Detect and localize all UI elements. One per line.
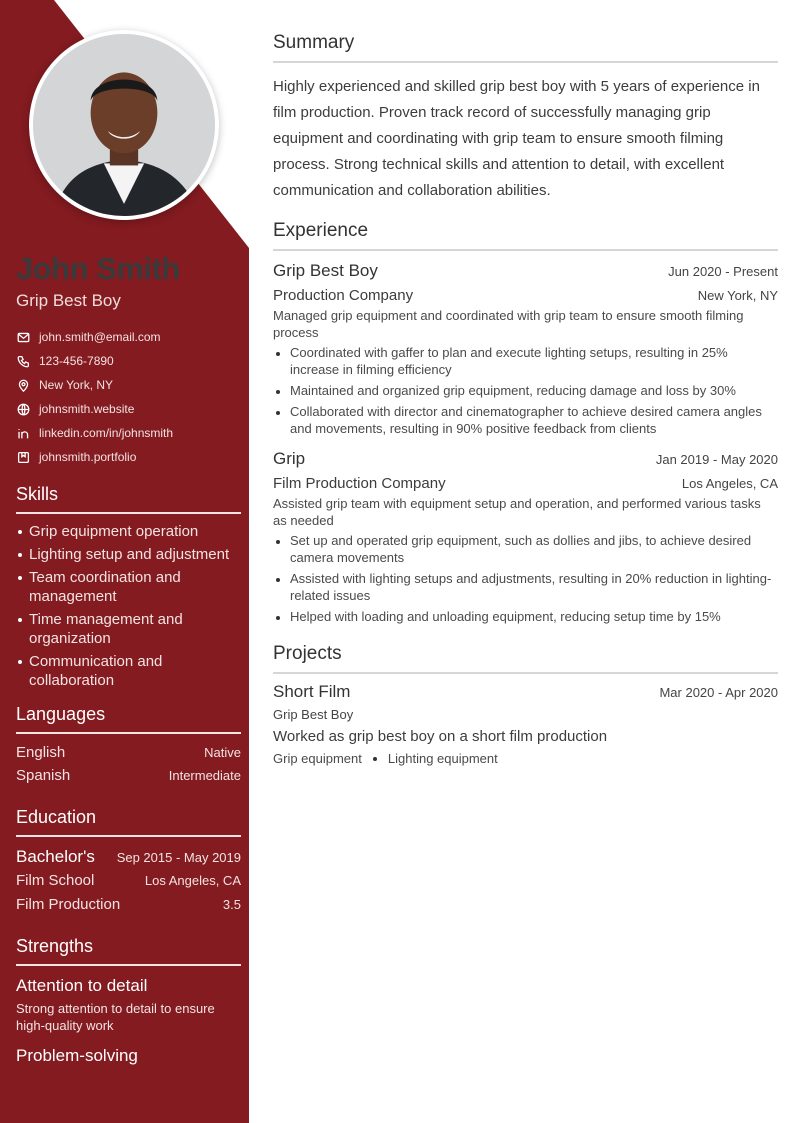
education-field-row: [16, 893, 241, 917]
job-bullet: Helped with loading and unloading equipment, reducing setup time by 15%: [273, 608, 778, 625]
experience-section: [273, 218, 778, 625]
job-entry: [273, 261, 778, 437]
phone-icon: [16, 354, 31, 369]
job-bullet: Set up and operated grip equipment, such as dollies and jibs, to achieve desired camera movements: [273, 532, 778, 566]
main-content: [273, 30, 778, 770]
project-tags: [273, 748, 778, 770]
language-name: Spanish: [16, 767, 71, 784]
experience-heading: Experience: [273, 218, 778, 251]
portfolio-icon: [16, 450, 31, 465]
education-school-row: [16, 869, 241, 893]
language-row: [16, 741, 241, 764]
job-title: Grip Best Boy: [273, 261, 378, 280]
contact-email-text: john.smith@email.com: [39, 330, 161, 344]
contact-location-text: New York, NY: [39, 378, 114, 392]
skills-section: [16, 482, 241, 690]
contact-email[interactable]: [16, 325, 241, 349]
education-gpa: 3.5: [222, 897, 241, 912]
summary-section: [273, 30, 778, 204]
strength-title: Attention to detail: [16, 976, 148, 995]
candidate-title: Grip Best Boy: [16, 291, 121, 310]
skill-item: Communication and collaboration: [16, 652, 241, 690]
contact-portfolio-text: johnsmith.portfolio: [39, 450, 137, 464]
skill-item: Lighting setup and adjustment: [16, 545, 241, 564]
contact-phone[interactable]: [16, 349, 241, 373]
language-level: Intermediate: [168, 768, 241, 783]
strength-desc: Strong attention to detail to ensure high-quality work: [16, 1001, 215, 1033]
skills-list: [16, 522, 241, 690]
language-name: English: [16, 744, 66, 761]
job-bullet: Coordinated with gaffer to plan and execute lighting setups, resulting in 25% increase in filming efficiency: [273, 344, 778, 378]
job-location: Los Angeles, CA: [681, 475, 778, 491]
education-field: Film Production: [16, 896, 121, 913]
profile-photo: [33, 34, 215, 216]
project-role: Grip Best Boy: [273, 707, 354, 722]
languages-heading: Languages: [16, 702, 241, 734]
education-heading: Education: [16, 805, 241, 837]
job-company: Film Production Company: [273, 474, 446, 492]
job-company: Production Company: [273, 286, 414, 304]
skill-item: Team coordination and management: [16, 568, 241, 606]
contact-list: [16, 325, 241, 469]
job-dates: Jun 2020 - Present: [668, 264, 778, 279]
education-dates: Sep 2015 - May 2019: [116, 850, 241, 865]
job-bullet: Collaborated with director and cinematographer to achieve desired camera angles and movements, resulting in 90% positive feedback from clients: [273, 403, 778, 437]
contact-website[interactable]: [16, 397, 241, 421]
strength-title: Problem-solving: [16, 1046, 138, 1065]
project-dates: Mar 2020 - Apr 2020: [659, 685, 778, 700]
strengths-section: [16, 934, 241, 1067]
project-entry: [273, 682, 778, 770]
location-pin-icon: [16, 378, 31, 393]
avatar: [29, 30, 219, 220]
education-degree-row: [16, 845, 241, 869]
globe-icon: [16, 402, 31, 417]
contact-phone-text: 123-456-7890: [39, 354, 114, 368]
mail-icon: [16, 330, 31, 345]
project-title: Short Film: [273, 682, 351, 701]
candidate-name: John Smith: [16, 251, 180, 286]
sidebar-content: [16, 250, 241, 1067]
projects-heading: Projects: [273, 641, 778, 674]
contact-linkedin[interactable]: [16, 421, 241, 445]
job-location: New York, NY: [697, 287, 778, 303]
languages-section: [16, 702, 241, 787]
summary-text: Highly experienced and skilled grip best boy with 5 years of experience in film production. Proven track record of successfully managing grip equipment and coordinating with grip team to ensure smooth filming process. Strong technical skills and attention to detail, with excellent communication and collaboration abilities.: [273, 78, 760, 199]
contact-portfolio[interactable]: [16, 445, 241, 469]
job-bullet: Maintained and organized grip equipment, reducing damage and loss by 30%: [273, 382, 778, 399]
projects-section: [273, 641, 778, 770]
job-title: Grip: [273, 449, 306, 468]
skills-heading: Skills: [16, 482, 241, 514]
project-tag: Lighting equipment: [387, 751, 498, 766]
language-level: Native: [204, 745, 241, 760]
job-bullets: [273, 532, 778, 625]
strength-item: [16, 1045, 241, 1067]
job-entry: [273, 449, 778, 625]
job-bullet: Assisted with lighting setups and adjustments, resulting in 20% reduction in lighting-related issues: [273, 570, 778, 604]
strength-item: [16, 975, 241, 1034]
project-description: Worked as grip best boy on a short film production: [273, 728, 608, 745]
job-description: Assisted grip team with equipment setup and operation, and performed various tasks as needed: [273, 496, 761, 528]
education-section: [16, 805, 241, 917]
skill-item: Time management and organization: [16, 610, 241, 648]
job-bullets: [273, 344, 778, 437]
job-description: Managed grip equipment and coordinated with grip team to ensure smooth filming process: [273, 308, 744, 340]
contact-website-text: johnsmith.website: [39, 402, 135, 416]
language-row: [16, 764, 241, 787]
project-tag: Grip equipment: [273, 751, 362, 766]
linkedin-icon: [16, 426, 31, 441]
education-degree: Bachelor's: [16, 847, 95, 866]
skill-item: Grip equipment operation: [16, 522, 241, 541]
tag-separator: [373, 757, 377, 761]
strengths-heading: Strengths: [16, 934, 241, 966]
education-school: Film School: [16, 872, 95, 889]
summary-heading: Summary: [273, 30, 778, 63]
contact-linkedin-text: linkedin.com/in/johnsmith: [39, 426, 174, 440]
job-dates: Jan 2019 - May 2020: [655, 452, 778, 467]
contact-location: [16, 373, 241, 397]
education-location: Los Angeles, CA: [144, 873, 241, 888]
